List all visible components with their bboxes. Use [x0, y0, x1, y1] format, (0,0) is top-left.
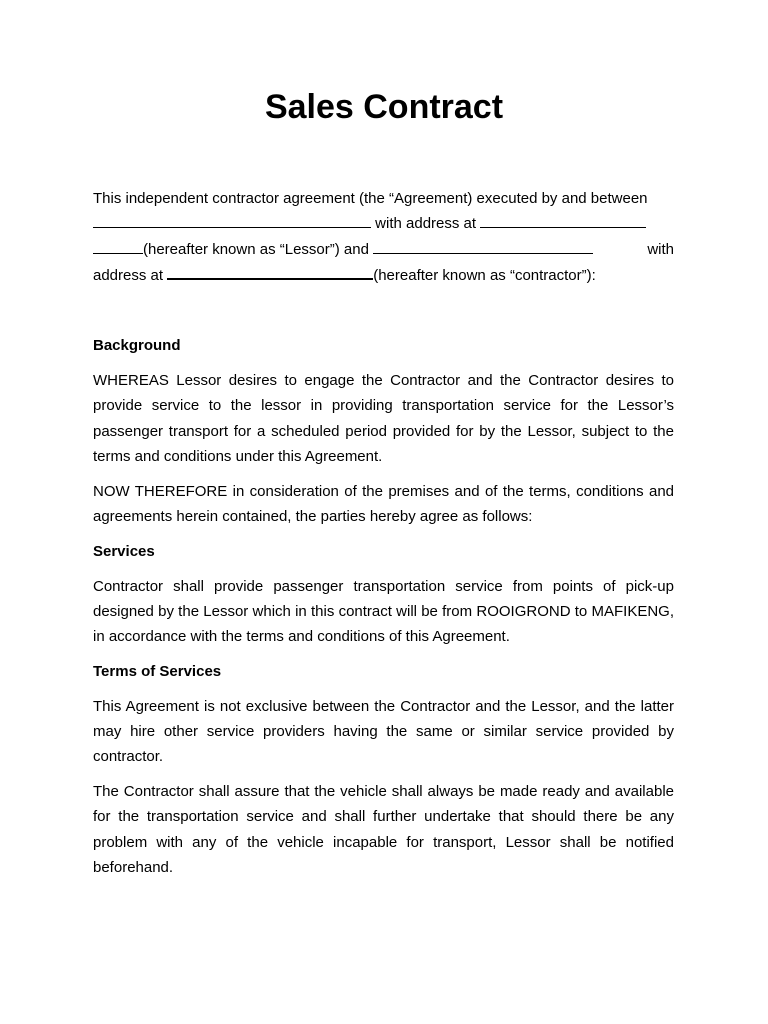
intro-line-2-text: with address at	[371, 215, 481, 233]
terms-heading: Terms of Services	[93, 662, 222, 680]
intro-line-1: This independent contractor agreement (the “Agreement) executed by and between	[93, 190, 648, 207]
intro-line-4-end: (hereafter known as “contractor”):	[373, 266, 596, 284]
document-body	[93, 186, 674, 880]
terms-paragraph-2: The Contractor shall assure that the vehicle shall always be made ready and available for the transportation service and shall further undertake that should there be any problem with any of the vehicle incapable for transport, Lessor shall be notified beforehand.	[93, 783, 674, 877]
blank-party-one-name[interactable]	[93, 211, 371, 228]
blank-party-one-address-cont[interactable]	[93, 237, 143, 254]
intro-line-4	[93, 262, 674, 288]
intro-line-3-end: with	[647, 240, 674, 258]
blank-party-two-address[interactable]	[167, 262, 373, 280]
terms-paragraph-1: This Agreement is not exclusive between the Contractor and the Lessor, and the latter may hire other service providers having the same or similar service provided by contractor.	[93, 697, 674, 766]
background-heading: Background	[93, 337, 181, 355]
intro-line-4-start: address at	[93, 266, 168, 284]
blank-party-two-name[interactable]	[373, 237, 593, 254]
background-paragraph-1: WHEREAS Lessor desires to engage the Contractor and the Contractor desires to provide service to the lessor in providing transportation service for the Lessor’s passenger transport for a scheduled period provided for by the Lessor, subject to the terms and conditions under this Agreement.	[93, 371, 674, 465]
intro-line-3	[93, 237, 674, 262]
intro-line-2	[93, 211, 674, 236]
blank-party-one-address[interactable]	[480, 211, 646, 228]
background-paragraph-2: NOW THEREFORE in consideration of the premises and of the terms, conditions and agreements herein contained, the parties hereby agree as follows:	[93, 482, 674, 525]
document-title: Sales Contract	[264, 88, 504, 126]
intro-line-3-left	[93, 237, 593, 262]
services-heading: Services	[93, 542, 155, 560]
services-paragraph-1: Contractor shall provide passenger transportation service from points of pick-up designed by the Lessor which in this contract will be from ROOIGROND to MAFIKENG, in accordance with the terms and conditions of this Agreement.	[93, 577, 674, 646]
intro-line-3-text: (hereafter known as “Lessor”) and	[143, 240, 374, 258]
